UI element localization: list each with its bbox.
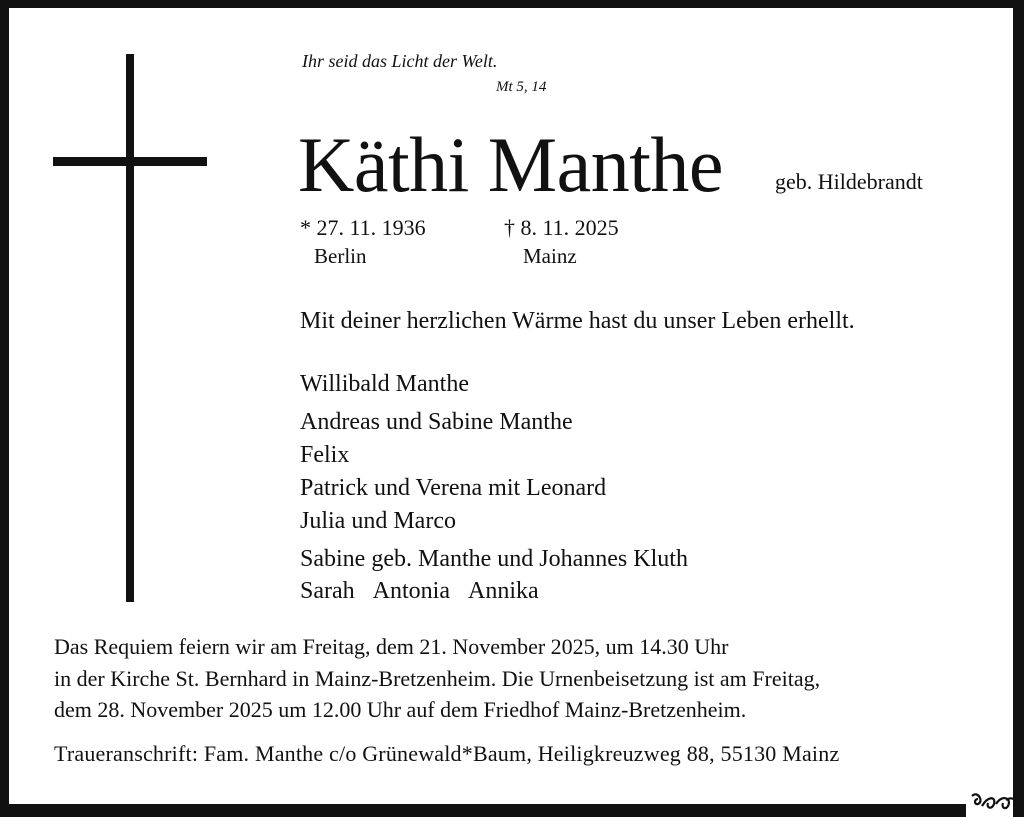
- grandchildren-line: [300, 578, 557, 605]
- grandchild-name: Annika: [467, 578, 539, 604]
- border-bottom: [0, 804, 966, 817]
- death-place: Mainz: [523, 244, 577, 268]
- birth-date: * 27. 11. 1936: [300, 215, 426, 240]
- service-info-line: in der Kirche St. Bernhard in Mainz-Bretzenheim. Die Urnenbeisetzung ist am Freitag,: [54, 666, 821, 691]
- ornament-flourish-icon: [968, 786, 1020, 814]
- mourning-address: Traueranschrift: Fam. Manthe c/o Grünewald*Baum, Heiligkreuzweg 88, 55130 Mainz: [54, 741, 840, 766]
- mourner-line: Andreas und Sabine Manthe: [300, 409, 573, 435]
- birth-place: Berlin: [314, 244, 367, 268]
- mourner-line: Sabine geb. Manthe und Johannes Kluth: [300, 546, 688, 572]
- border-left: [0, 0, 9, 817]
- border-right: [1013, 0, 1024, 817]
- mourner-line: Felix: [300, 442, 350, 468]
- grandchild-name: Sarah: [300, 578, 355, 604]
- cross-vertical-bar: [126, 54, 134, 602]
- death-date: † 8. 11. 2025: [504, 215, 619, 240]
- service-info-line: dem 28. November 2025 um 12.00 Uhr auf dem Friedhof Mainz-Bretzenheim.: [54, 697, 747, 722]
- border-top: [0, 0, 1024, 8]
- cross-horizontal-bar: [53, 157, 207, 166]
- mourner-line: Patrick und Verena mit Leonard: [300, 475, 607, 501]
- bible-verse: Ihr seid das Licht der Welt.: [302, 51, 498, 71]
- service-info-line: Das Requiem feiern wir am Freitag, dem 21. November 2025, um 14.30 Uhr: [54, 634, 729, 659]
- deceased-name: Käthi Manthe: [298, 121, 724, 208]
- memorial-motto: Mit deiner herzlichen Wärme hast du unser Leben erhellt.: [300, 308, 855, 334]
- mourner-line: Willibald Manthe: [300, 371, 469, 397]
- bible-verse-reference: Mt 5, 14: [496, 79, 547, 95]
- maiden-name: geb. Hildebrandt: [775, 169, 923, 194]
- grandchild-name: Antonia: [372, 578, 450, 604]
- mourner-line: Julia und Marco: [300, 508, 456, 534]
